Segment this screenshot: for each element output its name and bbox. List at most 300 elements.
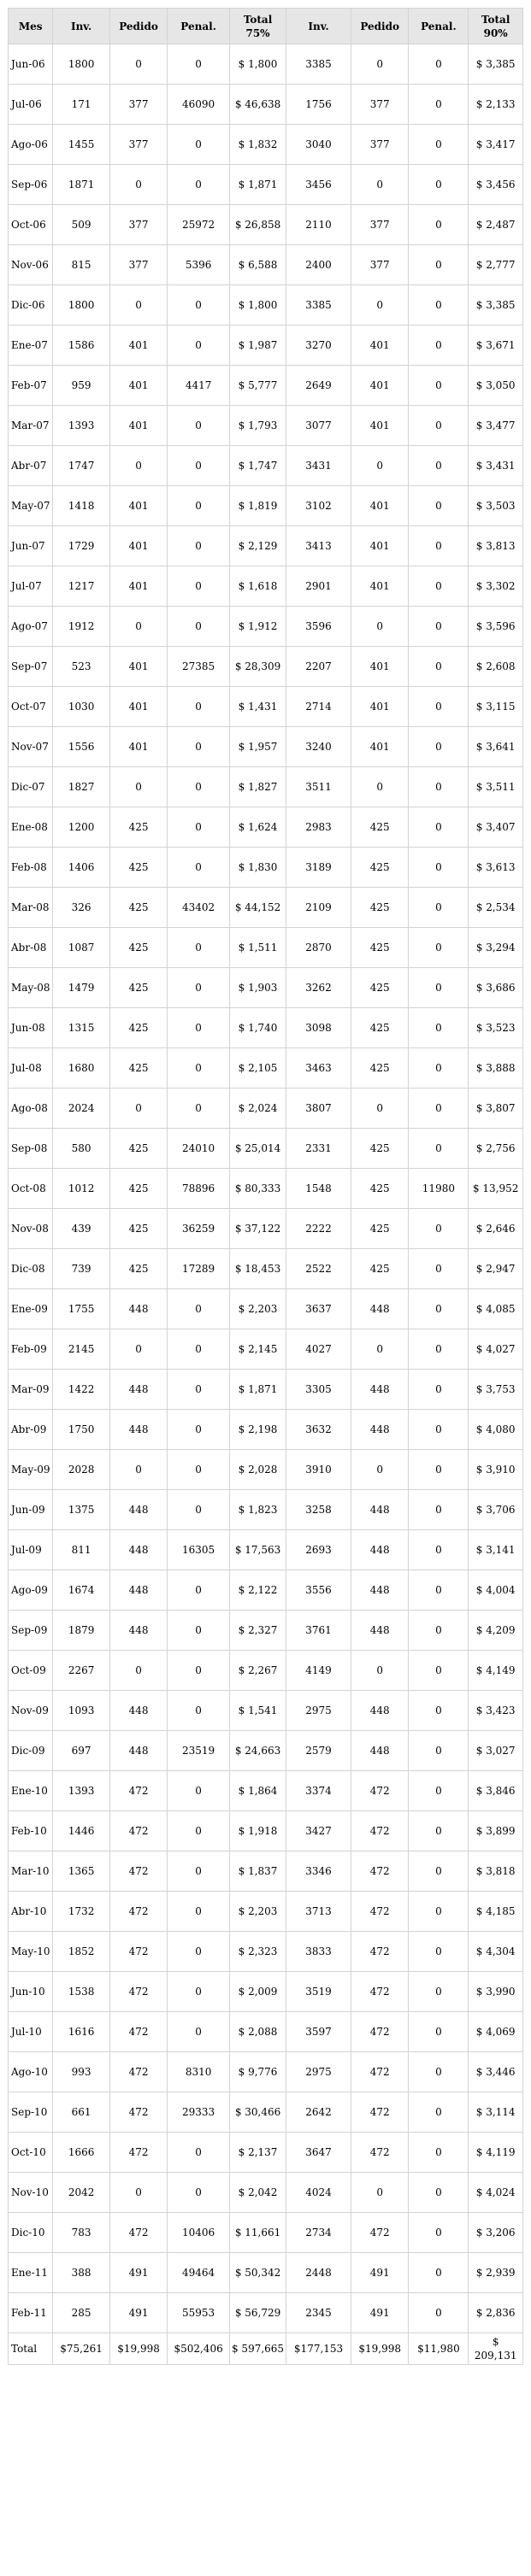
cell-inv-90: 4024 [286,2173,351,2213]
cell-penal-90: 0 [409,165,469,205]
cell-inv-75: 1616 [53,2012,109,2052]
cell-penal-75: 0 [168,1048,230,1088]
cell-pedido-75: 425 [109,1209,168,1249]
cell-penal-90: 0 [409,366,469,406]
cell-mes: Oct-07 [9,687,53,727]
cell-total-90: $ 3,813 [469,526,523,566]
cell-mes: Nov-06 [9,245,53,285]
cell-inv-90: 1756 [286,85,351,125]
cell-inv-90: 2901 [286,566,351,607]
cell-mes: Ene-08 [9,807,53,848]
cell-mes: Oct-09 [9,1651,53,1691]
cell-inv-90: 3511 [286,767,351,807]
cell-inv-75: 1800 [53,285,109,326]
cell-total-90: $ 2,939 [469,2253,523,2293]
cell-mes: Dic-10 [9,2213,53,2253]
cell-inv-90: 3270 [286,326,351,366]
cell-pedido-75: 401 [109,526,168,566]
cell-inv-90: 2109 [286,888,351,928]
cell-inv-75: 1747 [53,446,109,486]
cell-penal-75: 43402 [168,888,230,928]
cell-inv-75: 1455 [53,125,109,165]
cell-inv-75: 1393 [53,406,109,446]
cell-total-90: $ 3,990 [469,1972,523,2012]
cell-inv-90: 2975 [286,1691,351,1731]
cell-pedido-75: 425 [109,1249,168,1289]
cell-pedido-90: 0 [351,2173,409,2213]
header-mes: Mes [9,9,53,44]
cell-total-90: $ 2,756 [469,1129,523,1169]
cell-penal-90: 0 [409,1892,469,1932]
cell-mes: Dic-09 [9,1731,53,1771]
cell-penal-90: 0 [409,566,469,607]
cell-mes: Jul-09 [9,1530,53,1570]
cell-pedido-75: 0 [109,446,168,486]
cell-mes: Sep-09 [9,1611,53,1651]
cell-total-75: $ 1,837 [229,1851,286,1892]
cell-inv-90: 3456 [286,165,351,205]
cell-inv-75: 439 [53,1209,109,1249]
cell-penal-90: 0 [409,2253,469,2293]
cell-penal-90: 0 [409,727,469,767]
totals-inv-90: $177,153 [286,2333,351,2365]
cell-total-75: $ 2,129 [229,526,286,566]
cell-penal-90: 0 [409,2133,469,2173]
cell-inv-90: 2522 [286,1249,351,1289]
cell-total-75: $ 1,511 [229,928,286,968]
cell-penal-75: 29333 [168,2092,230,2133]
cell-total-75: $ 2,327 [229,1611,286,1651]
totals-label: Total [9,2333,53,2365]
cell-total-90: $ 4,080 [469,1410,523,1450]
cell-inv-75: 1879 [53,1611,109,1651]
cell-inv-90: 3597 [286,2012,351,2052]
table-row [9,1771,523,1811]
cell-inv-90: 3647 [286,2133,351,2173]
table-row [9,165,523,205]
cell-pedido-75: 491 [109,2293,168,2333]
cell-mes: Abr-09 [9,1410,53,1450]
cell-mes: Sep-07 [9,647,53,687]
cell-total-90: $ 3,294 [469,928,523,968]
cell-mes: Feb-08 [9,848,53,888]
cell-penal-90: 0 [409,44,469,85]
cell-pedido-75: 448 [109,1410,168,1450]
cell-mes: Sep-08 [9,1129,53,1169]
cell-total-75: $ 1,793 [229,406,286,446]
cell-mes: Mar-09 [9,1370,53,1410]
cell-pedido-90: 425 [351,1169,409,1209]
cell-pedido-75: 425 [109,1008,168,1048]
cell-inv-90: 3833 [286,1932,351,1972]
cell-pedido-75: 472 [109,2092,168,2133]
header-pedido-75: Pedido [109,9,168,44]
cell-total-90: $ 3,596 [469,607,523,647]
table-row [9,647,523,687]
header-pedido-90: Pedido [351,9,409,44]
cell-inv-90: 3189 [286,848,351,888]
cell-total-75: $ 80,333 [229,1169,286,1209]
cell-penal-75: 0 [168,1450,230,1490]
cell-mes: Nov-08 [9,1209,53,1249]
cell-mes: Ago-09 [9,1570,53,1611]
cell-pedido-90: 472 [351,2052,409,2092]
cell-inv-75: 811 [53,1530,109,1570]
cell-penal-90: 0 [409,2052,469,2092]
cell-total-75: $ 1,832 [229,125,286,165]
cell-penal-90: 0 [409,245,469,285]
cell-pedido-75: 401 [109,406,168,446]
cell-penal-90: 0 [409,1329,469,1370]
cell-inv-90: 3262 [286,968,351,1008]
cell-inv-75: 1538 [53,1972,109,2012]
cell-inv-75: 1418 [53,486,109,526]
table-row [9,1691,523,1731]
cell-pedido-75: 377 [109,205,168,245]
cell-penal-90: 0 [409,1129,469,1169]
cell-penal-75: 0 [168,2133,230,2173]
cell-pedido-75: 425 [109,1169,168,1209]
cell-pedido-90: 377 [351,125,409,165]
cell-inv-75: 1365 [53,1851,109,1892]
table-row [9,1611,523,1651]
cell-inv-75: 1200 [53,807,109,848]
cell-penal-90: 0 [409,1008,469,1048]
cell-total-90: $ 2,777 [469,245,523,285]
cell-total-75: $ 1,918 [229,1811,286,1851]
cell-total-90: $ 4,304 [469,1932,523,1972]
cell-pedido-90: 0 [351,285,409,326]
cell-pedido-90: 401 [351,486,409,526]
cell-inv-90: 2345 [286,2293,351,2333]
cell-mes: Jun-10 [9,1972,53,2012]
cell-pedido-75: 448 [109,1490,168,1530]
table-row [9,1450,523,1490]
cell-pedido-90: 472 [351,2213,409,2253]
cell-inv-75: 523 [53,647,109,687]
cell-inv-75: 285 [53,2293,109,2333]
cell-pedido-90: 448 [351,1570,409,1611]
cell-inv-75: 1012 [53,1169,109,1209]
cell-pedido-75: 0 [109,2173,168,2213]
header-total-90: Total 90% [469,9,523,44]
cell-mes: Abr-07 [9,446,53,486]
cell-inv-75: 1093 [53,1691,109,1731]
cell-pedido-90: 425 [351,848,409,888]
cell-penal-90: 0 [409,1731,469,1771]
table-row [9,1129,523,1169]
cell-pedido-75: 472 [109,2012,168,2052]
cell-inv-90: 3240 [286,727,351,767]
table-row [9,2293,523,2333]
cell-pedido-75: 0 [109,1088,168,1129]
cell-pedido-90: 448 [351,1370,409,1410]
cell-total-75: $ 1,618 [229,566,286,607]
table-row [9,125,523,165]
cell-total-90: $ 2,133 [469,85,523,125]
cell-penal-90: 0 [409,125,469,165]
cell-inv-90: 2975 [286,2052,351,2092]
cell-penal-90: 0 [409,928,469,968]
cell-pedido-90: 0 [351,1450,409,1490]
cell-total-90: $ 3,613 [469,848,523,888]
cell-total-90: $ 3,888 [469,1048,523,1088]
cell-inv-75: 815 [53,245,109,285]
cell-pedido-90: 0 [351,165,409,205]
table-row [9,888,523,928]
cell-penal-90: 0 [409,968,469,1008]
cell-pedido-90: 401 [351,326,409,366]
cell-mes: Mar-10 [9,1851,53,1892]
cell-pedido-75: 425 [109,888,168,928]
cell-total-90: $ 3,503 [469,486,523,526]
cell-penal-75: 5396 [168,245,230,285]
cell-pedido-90: 448 [351,1410,409,1450]
cell-total-75: $ 1,800 [229,44,286,85]
cell-penal-75: 0 [168,687,230,727]
cell-pedido-90: 491 [351,2293,409,2333]
cell-pedido-90: 0 [351,446,409,486]
table-row [9,1169,523,1209]
cell-pedido-90: 401 [351,687,409,727]
cell-penal-75: 0 [168,526,230,566]
cell-inv-75: 1422 [53,1370,109,1410]
cell-pedido-75: 448 [109,1570,168,1611]
cell-penal-90: 11980 [409,1169,469,1209]
cell-penal-90: 0 [409,446,469,486]
cell-total-75: $ 1,864 [229,1771,286,1811]
cell-penal-75: 0 [168,1811,230,1851]
cell-mes: Jun-07 [9,526,53,566]
cell-inv-90: 3040 [286,125,351,165]
cell-pedido-75: 472 [109,1932,168,1972]
table-row [9,1490,523,1530]
cell-inv-90: 3761 [286,1611,351,1651]
table-row [9,1570,523,1611]
cell-inv-90: 3519 [286,1972,351,2012]
cell-inv-90: 2983 [286,807,351,848]
table-row [9,1249,523,1289]
cell-inv-90: 3098 [286,1008,351,1048]
cell-pedido-75: 472 [109,2133,168,2173]
cell-inv-75: 697 [53,1731,109,1771]
cell-total-90: $ 3,431 [469,446,523,486]
table-header [9,9,523,44]
cell-pedido-90: 0 [351,1651,409,1691]
cell-total-90: $ 2,836 [469,2293,523,2333]
cell-total-75: $ 11,661 [229,2213,286,2253]
cell-inv-90: 2649 [286,366,351,406]
cell-penal-90: 0 [409,1530,469,1570]
cell-pedido-75: 401 [109,727,168,767]
cell-penal-75: 46090 [168,85,230,125]
cell-mes: Feb-11 [9,2293,53,2333]
cell-inv-90: 2870 [286,928,351,968]
cell-total-90: $ 3,114 [469,2092,523,2133]
cell-inv-90: 2110 [286,205,351,245]
table-row [9,566,523,607]
table-row [9,607,523,647]
cell-inv-90: 2693 [286,1530,351,1570]
cell-pedido-90: 0 [351,767,409,807]
cell-inv-75: 2145 [53,1329,109,1370]
table-row [9,2253,523,2293]
cell-pedido-75: 472 [109,1771,168,1811]
table-row [9,1972,523,2012]
cell-penal-75: 0 [168,2012,230,2052]
cell-inv-75: 2042 [53,2173,109,2213]
cell-penal-90: 0 [409,1972,469,2012]
cell-pedido-90: 425 [351,1249,409,1289]
cell-pedido-90: 401 [351,566,409,607]
cell-total-90: $ 3,671 [469,326,523,366]
table-row [9,1410,523,1450]
cell-total-90: $ 3,027 [469,1731,523,1771]
cell-inv-90: 3463 [286,1048,351,1088]
cell-pedido-90: 472 [351,1851,409,1892]
table-row [9,2213,523,2253]
cell-penal-75: 24010 [168,1129,230,1169]
cell-penal-90: 0 [409,526,469,566]
cell-penal-90: 0 [409,1771,469,1811]
cell-inv-90: 2207 [286,647,351,687]
cell-penal-75: 0 [168,1370,230,1410]
cell-penal-75: 0 [168,44,230,85]
cell-penal-75: 55953 [168,2293,230,2333]
cell-total-90: $ 3,807 [469,1088,523,1129]
cell-total-90: $ 13,952 [469,1169,523,1209]
table-row [9,2052,523,2092]
cell-total-75: $ 2,203 [229,1892,286,1932]
cell-inv-75: 1750 [53,1410,109,1450]
cell-mes: Mar-07 [9,406,53,446]
cell-pedido-75: 401 [109,326,168,366]
cell-penal-90: 0 [409,1811,469,1851]
cell-total-75: $ 2,323 [229,1932,286,1972]
cell-pedido-90: 425 [351,1048,409,1088]
cell-inv-75: 1680 [53,1048,109,1088]
cell-inv-90: 3637 [286,1289,351,1329]
totals-pedido-75: $19,998 [109,2333,168,2365]
cell-pedido-90: 425 [351,1129,409,1169]
cell-total-90: $ 3,446 [469,2052,523,2092]
cell-penal-90: 0 [409,1570,469,1611]
cell-pedido-90: 472 [351,1811,409,1851]
cell-pedido-75: 401 [109,486,168,526]
cell-inv-75: 1674 [53,1570,109,1611]
cell-total-90: $ 3,407 [469,807,523,848]
cell-total-90: $ 3,141 [469,1530,523,1570]
table-row [9,2173,523,2213]
cell-inv-75: 959 [53,366,109,406]
cell-inv-75: 783 [53,2213,109,2253]
cell-inv-75: 1871 [53,165,109,205]
cell-penal-90: 0 [409,486,469,526]
cell-pedido-90: 491 [351,2253,409,2293]
cell-penal-90: 0 [409,1088,469,1129]
cell-total-75: $ 17,563 [229,1530,286,1570]
cell-penal-75: 0 [168,767,230,807]
cell-inv-75: 1375 [53,1490,109,1530]
cell-total-75: $ 2,024 [229,1088,286,1129]
cell-inv-75: 171 [53,85,109,125]
cell-pedido-75: 0 [109,607,168,647]
table-row [9,406,523,446]
cell-total-75: $ 2,145 [229,1329,286,1370]
cell-inv-90: 2400 [286,245,351,285]
cell-inv-90: 3258 [286,1490,351,1530]
cell-total-90: $ 3,641 [469,727,523,767]
cell-pedido-90: 472 [351,1932,409,1972]
cell-total-90: $ 3,523 [469,1008,523,1048]
cell-mes: Sep-06 [9,165,53,205]
totals-total-90: $ 209,131 [469,2333,523,2365]
cell-mes: Jul-07 [9,566,53,607]
cell-mes: Nov-07 [9,727,53,767]
cell-penal-90: 0 [409,205,469,245]
cell-penal-75: 0 [168,1932,230,1972]
cell-penal-75: 0 [168,285,230,326]
cell-penal-75: 0 [168,1410,230,1450]
cell-total-90: $ 2,534 [469,888,523,928]
cell-pedido-75: 377 [109,245,168,285]
table-row [9,205,523,245]
cell-total-75: $ 24,663 [229,1731,286,1771]
cell-inv-90: 4149 [286,1651,351,1691]
cell-mes: Oct-08 [9,1169,53,1209]
cell-total-75: $ 2,137 [229,2133,286,2173]
cell-pedido-75: 0 [109,165,168,205]
cell-total-75: $ 1,871 [229,1370,286,1410]
cell-penal-75: 0 [168,1771,230,1811]
header-total-75: Total 75% [229,9,286,44]
cell-penal-75: 0 [168,1611,230,1651]
cell-inv-90: 3431 [286,446,351,486]
cell-total-75: $ 2,122 [229,1570,286,1611]
cell-total-75: $ 1,827 [229,767,286,807]
cell-total-75: $ 1,957 [229,727,286,767]
cell-inv-75: 739 [53,1249,109,1289]
cell-inv-75: 1666 [53,2133,109,2173]
cell-penal-75: 0 [168,165,230,205]
cell-mes: May-07 [9,486,53,526]
cell-inv-90: 2222 [286,1209,351,1249]
cell-inv-75: 1732 [53,1892,109,1932]
table-row [9,85,523,125]
cell-pedido-75: 425 [109,848,168,888]
cell-inv-90: 3807 [286,1088,351,1129]
cell-total-75: $ 25,014 [229,1129,286,1169]
cell-pedido-75: 0 [109,1651,168,1691]
cell-penal-75: 0 [168,928,230,968]
cell-pedido-75: 425 [109,1129,168,1169]
cell-inv-90: 2642 [286,2092,351,2133]
cell-mes: Jun-06 [9,44,53,85]
table-footer [9,2333,523,2365]
cell-inv-75: 1852 [53,1932,109,1972]
cell-total-75: $ 2,042 [229,2173,286,2213]
cell-pedido-90: 448 [351,1490,409,1530]
cell-penal-75: 36259 [168,1209,230,1249]
cell-total-90: $ 3,511 [469,767,523,807]
cell-penal-75: 0 [168,1008,230,1048]
table-row [9,44,523,85]
cell-penal-90: 0 [409,85,469,125]
cell-total-75: $ 1,624 [229,807,286,848]
cell-mes: Ene-10 [9,1771,53,1811]
cell-total-90: $ 4,024 [469,2173,523,2213]
cell-total-90: $ 2,646 [469,1209,523,1249]
